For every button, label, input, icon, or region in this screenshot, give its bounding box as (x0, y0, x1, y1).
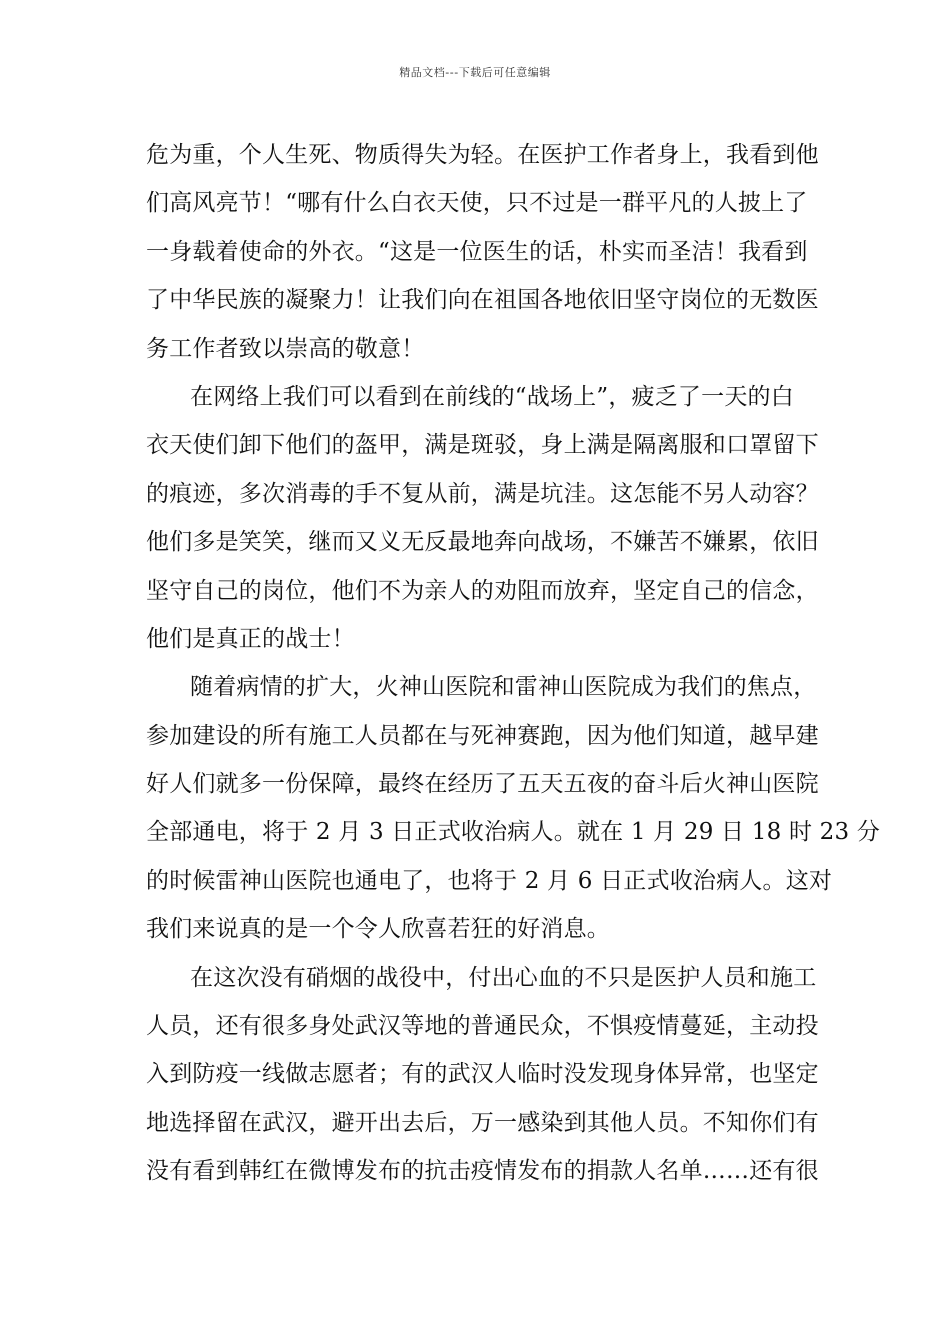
text-line: 地选择留在武汉，避开出去后，万一感染到其他人员。不知你们有 (146, 1109, 819, 1136)
text-line: 衣天使们卸下他们的盔甲，满是斑驳，身上满是隔离服和口罩留下 (146, 432, 819, 459)
text-line: 务工作者致以崇高的敬意！ (146, 335, 425, 362)
text-line: 随着病情的扩大，火神山医院和雷神山医院成为我们的焦点， (190, 674, 817, 701)
text-line: 坚守自己的岗位，他们不为亲人的劝阻而放弃，坚定自己的信念， (146, 577, 819, 604)
text-line: 参加建设的所有施工人员都在与死神赛跑，因为他们知道，越早建 (146, 722, 819, 749)
text-line: 他们是真正的战士！ (146, 625, 355, 652)
text-line: 我们来说真的是一个令人欣喜若狂的好消息。 (146, 916, 610, 943)
text-line: 们高风亮节！“哪有什么白衣天使，只不过是一群平凡的人披上了 (146, 190, 808, 217)
paragraph (146, 663, 881, 953)
text-line: 好人们就多一份保障，最终在经历了五天五夜的奋斗后火神山医院 (146, 771, 819, 798)
paragraph (146, 373, 819, 663)
text-line: 没有看到韩红在微博发布的抗击疫情发布的捐款人名单……还有很 (146, 1158, 819, 1185)
page-header: 精品文档---下载后可任意编辑 (399, 66, 551, 79)
paragraph (146, 131, 819, 373)
text-line: 全部通电，将于 2 月 3 日正式收治病人。就在 1 月 29 日 18 时 23 分 (146, 819, 881, 846)
text-line: 一身载着使命的外衣。“这是一位医生的话，朴实而圣洁！我看到 (146, 238, 808, 265)
text-line: 了中华民族的凝聚力！让我们向在祖国各地依旧坚守岗位的无数医 (146, 287, 819, 314)
text-line: 在网络上我们可以看到在前线的“战场上”，疲乏了一天的白 (190, 383, 794, 410)
text-line: 危为重，个人生死、物质得失为轻。在医护工作者身上，我看到他 (146, 142, 819, 168)
document-body (146, 131, 881, 1196)
text-line: 的时候雷神山医院也通电了，也将于 2 月 6 日正式收治病人。这对 (146, 867, 833, 894)
text-line: 他们多是笑笑，继而又义无反最地奔向战场，不嫌苦不嫌累，依旧 (146, 529, 819, 556)
text-line: 的痕迹，多次消毒的手不复从前，满是坑洼。这怎能不另人动容？ (146, 480, 819, 507)
text-line: 在这次没有硝烟的战役中，付出心血的不只是医护人员和施工 (190, 964, 817, 991)
text-line: 入到防疫一线做志愿者；有的武汉人临时没发现身体异常，也坚定 (146, 1061, 819, 1088)
text-line: 人员，还有很多身处武汉等地的普通民众，不惧疫情蔓延，主动投 (146, 1013, 819, 1040)
paragraph (146, 954, 819, 1196)
